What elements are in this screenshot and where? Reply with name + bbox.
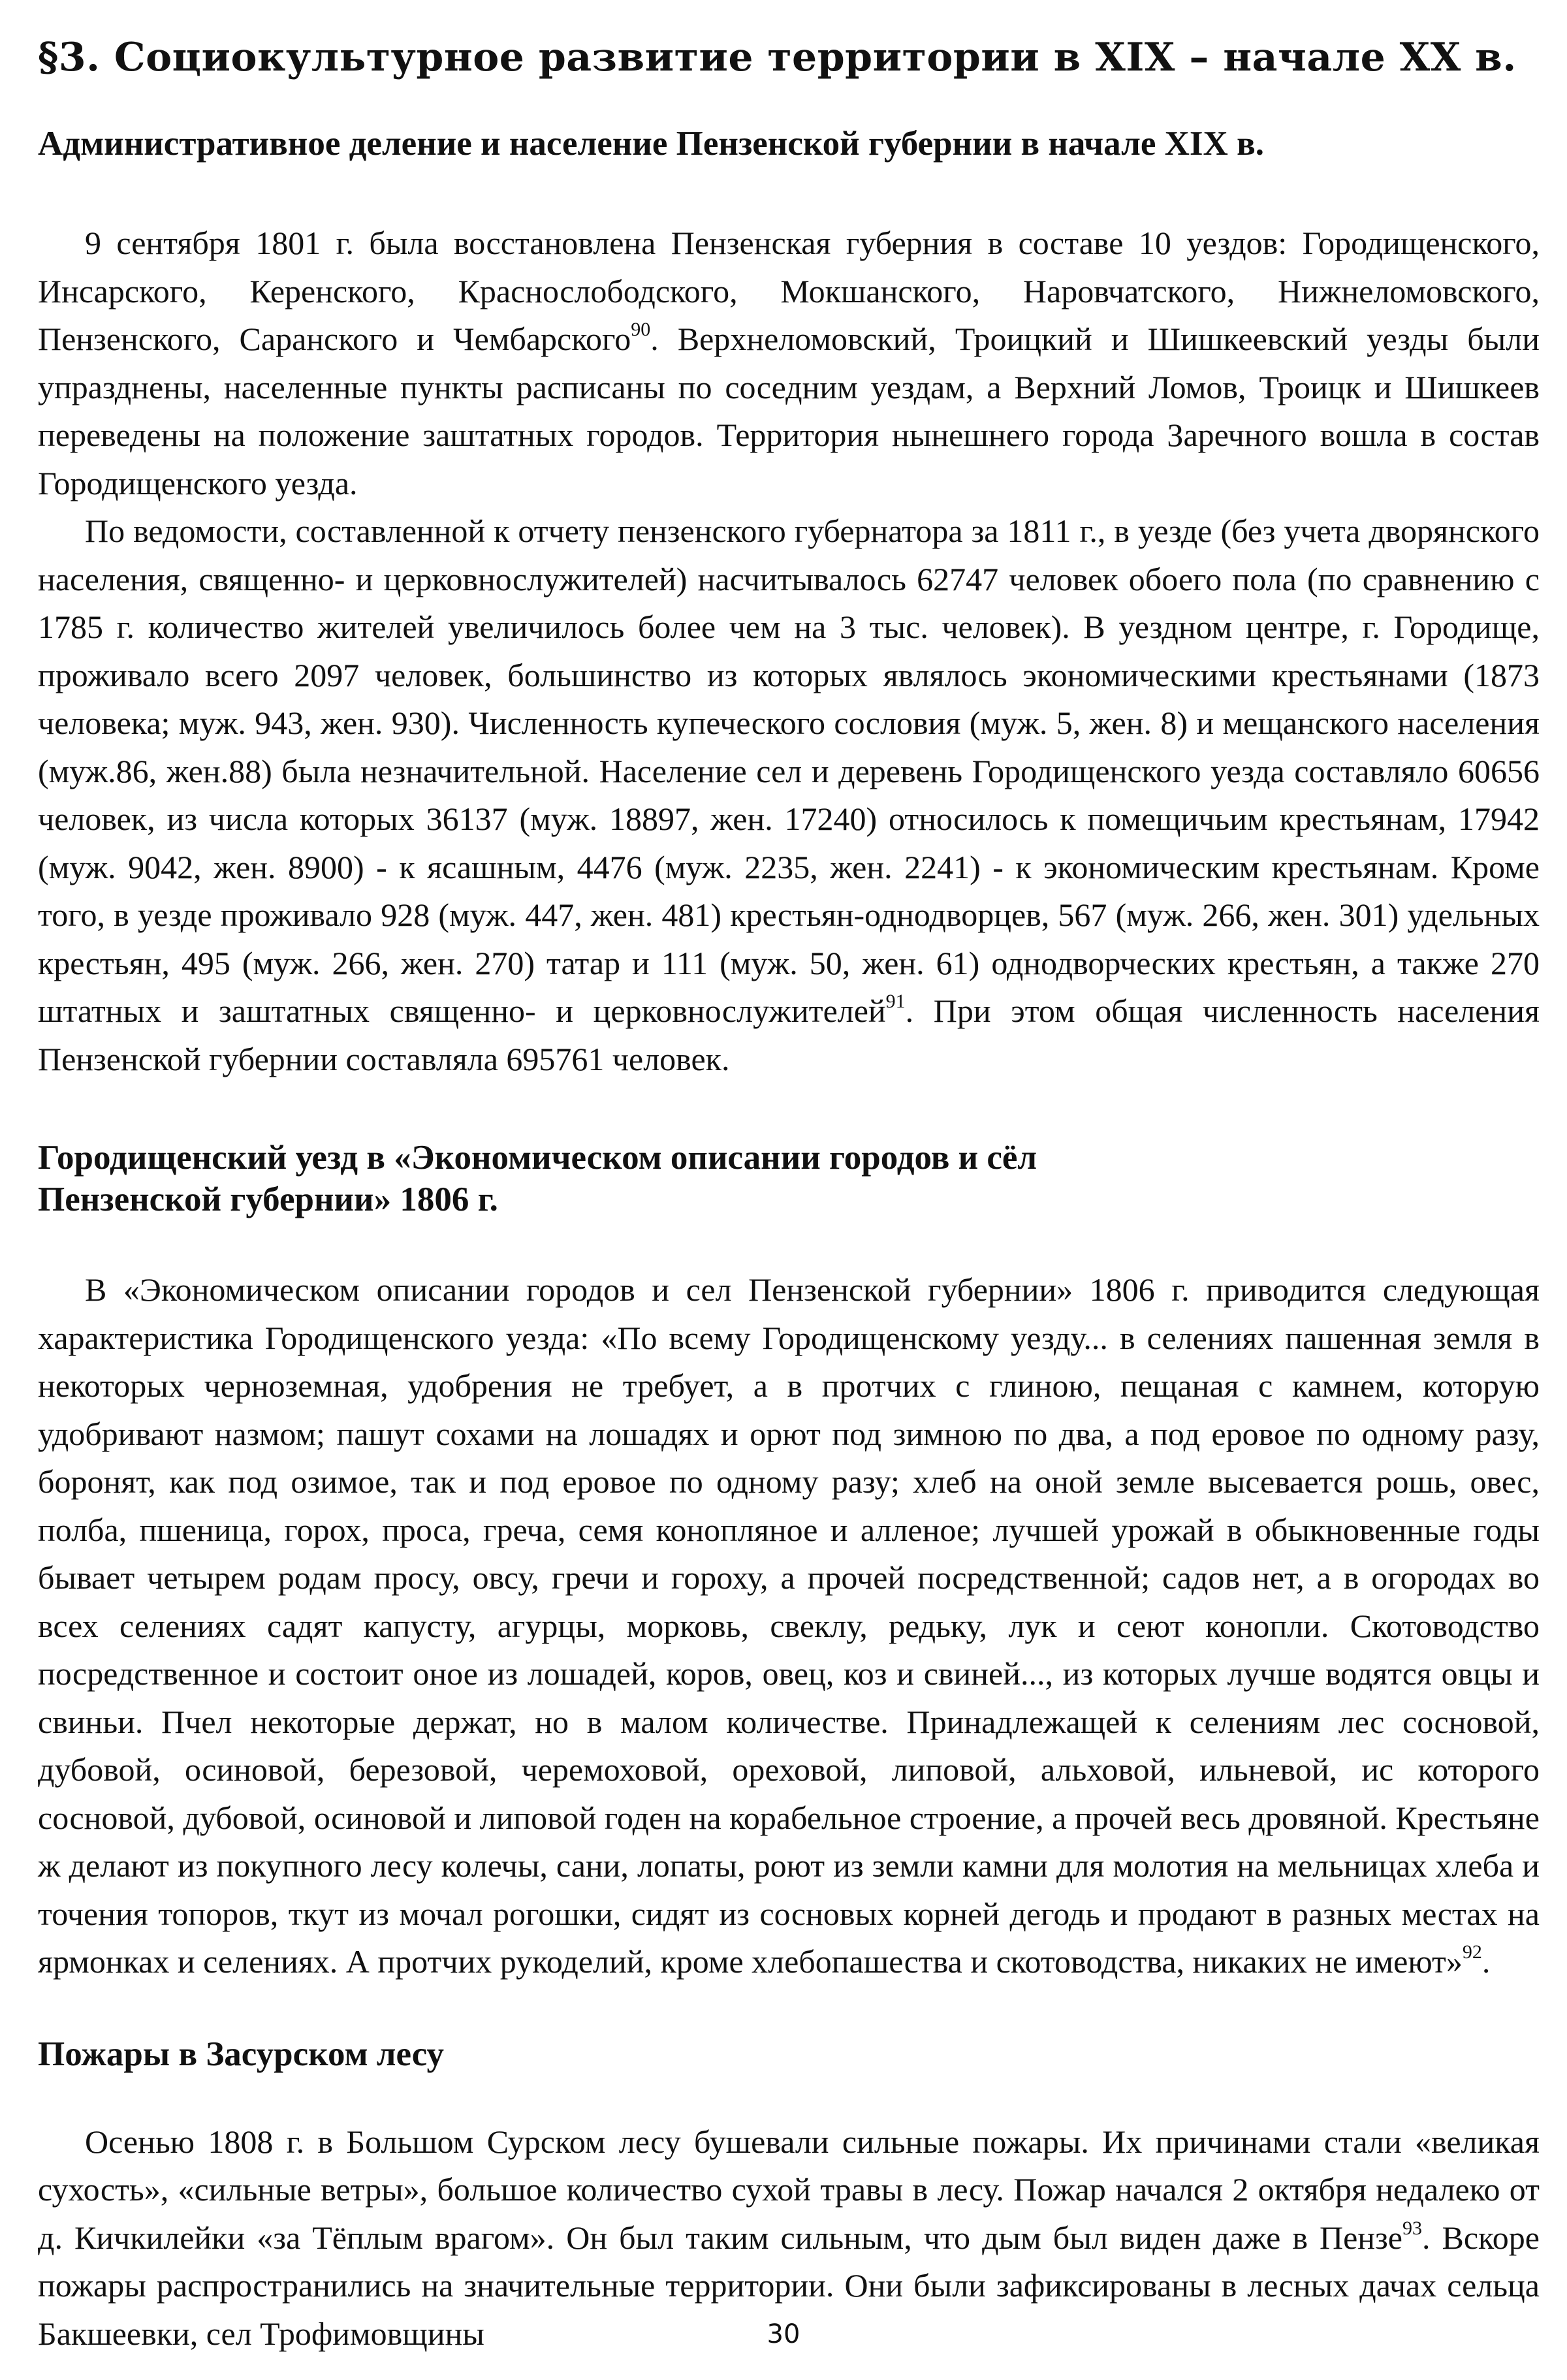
section-title-fires: Пожары в Засурском лесу [38,2035,445,2073]
section-title-administrative: Административное деление и население Пензенской губернии в начале XIX в. [38,125,1264,163]
paragraph: Осенью 1808 г. в Большом Сурском лесу бушевали сильные пожары. Их причинами стали «великая сухость», «сильные ветры», большое количество сухой травы в лесу. Пожар начался 2 октября недалеко от д. Кичкилейки «за Тёплым врагом». Он был таким сильным, что дым был виден даже в Пензе$^{93}$. Вскоре пожары распространились на значительные территории. Они были зафиксированы в лесных дачах сельца Бакшеевки, сел Трофимовщины [38,2123,1540,2352]
paragraph: 9 сентября 1801 г. была восстановлена Пензенская губерния в составе 10 уездов: Городищенского, Инсарского, Керенского, Краснослободского, Мокшанского, Наровчатского, Нижнеломовского, Пензенского, Саранского и Чембарского$^{90}$. Верхнеломовский, Троицкий и Шишкеевский уезды были упразднены, населенные пункты расписаны по соседним уездам, а Верхний Ломов, Троицк и Шишкеев переведены на положение заштатных городов. Территория нынешнего города Заречного вошла в состав Городищенского уезда. [38,225,1540,501]
footnote-ref[interactable]: 91 [885,991,906,1012]
paragraph: По ведомости, составленной к отчету пензенского губернатора за 1811 г., в уезде (без учета дворянского населения, священно- и церковнослужителей) насчитывалось 62747 человек обоего пола (по сравнению с 1785 г. количество жителей увеличилось более чем на 3 тыс. человек). В уездном центре, г. Городище, проживало всего 2097 человек, большинство из которых являлось экономическими крестьянами (1873 человека; муж. 943, жен. 930). Численность купеческого сословия (муж. 5, жен. 8) и мещанского населения (муж.86, жен.88) была незначительной. Население сел и деревень Городищенского уезда составляло 60656 человек, из числа которых 36137 (муж. 18897, жен. 17240) относилось к помещичьим крестьянам, 17942 (муж. 9042, жен. 8900) - к ясашным, 4476 (муж. 2235, жен. 2241) - к экономическим крестьянам. Кроме того, в уезде проживало 928 (муж. 447, жен. 481) крестьян-однодворцев, 567 (муж. 266, жен. 301) удельных крестьян, 495 (муж. 266, жен. 270) татар и 111 (муж. 50, жен. 61) однодворческих крестьян, а также 270 штатных и заштатных священно- и церковнослужителей$^{91}$. При этом общая численность населения Пензенской губернии составляла 695761 человек. [38,513,1540,1077]
paragraph: В «Экономическом описании городов и сел Пензенской губернии» 1806 г. приводится следующая характеристика Городищенского уезда: «По всему Городищенскому уезду... в селениях пашенная земля в некоторых черноземная, удобрения не требует, а в протчих с глиною, пещаная с камнем, которую удобривают назмом; пашут сохами на лошадях и орют под зимною по два, а под еровое по одному разу, боронят, как под озимое, так и под еровое по одному разу; хлеб на оной земле высевается рошь, овес, полба, пшеница, горох, проса, греча, семя конопляное и алленое; лучшей урожай в обыкновенные годы бывает четырем родам просу, овсу, гречи и гороху, а прочей посредственной; садов нет, а в огородах во всех селениях садят капусту, агурцы, морковь, свеклу, редьку, лук и сеют конопли. Скотоводство посредственное и состоит оное из лошадей, коров, овец, коз и свиней..., из которых лучше водятся овцы и свиньи. Пчел некоторые держат, но в малом количестве. Принадлежащей к селениям лес сосновой, дубовой, осиновой, березовой, черемоховой, ореховой, липовой, альховой, ильневой, ис которого сосновой, дубовой, осиновой и липовой годен на корабельное строение, а прочей весь дровяной. Крестьяне ж делают из покупного лесу колечы, сани, лопаты, роют из земли камни для молотия на мельницах хлеба и точения топоров, ткут из мочал рогошки, сидят из сосновых корней дегодь и продают в разных местах на ярмонках и селениях. А протчих рукоделий, кроме хлебопашества и скотоводства, никаких не имеют»$^{92}$. [38,1271,1540,1980]
section-title-line: Пензенской губернии» 1806 г. [38,1181,498,1218]
section-title-line: Городищенский уезд в «Экономическом описании городов и сёл [38,1139,1037,1177]
footnote-ref[interactable]: 93 [1402,2217,1422,2239]
page-number: 30 [767,2319,800,2349]
section-title-economic-description [38,1137,1540,1220]
footnote-ref[interactable]: 90 [631,319,651,340]
document-page [38,18,1540,2358]
footnote-ref[interactable]: 92 [1462,1941,1482,1963]
chapter-heading: §3. Социокультурное развитие территории в XIX – начале XX в. [38,35,1517,80]
